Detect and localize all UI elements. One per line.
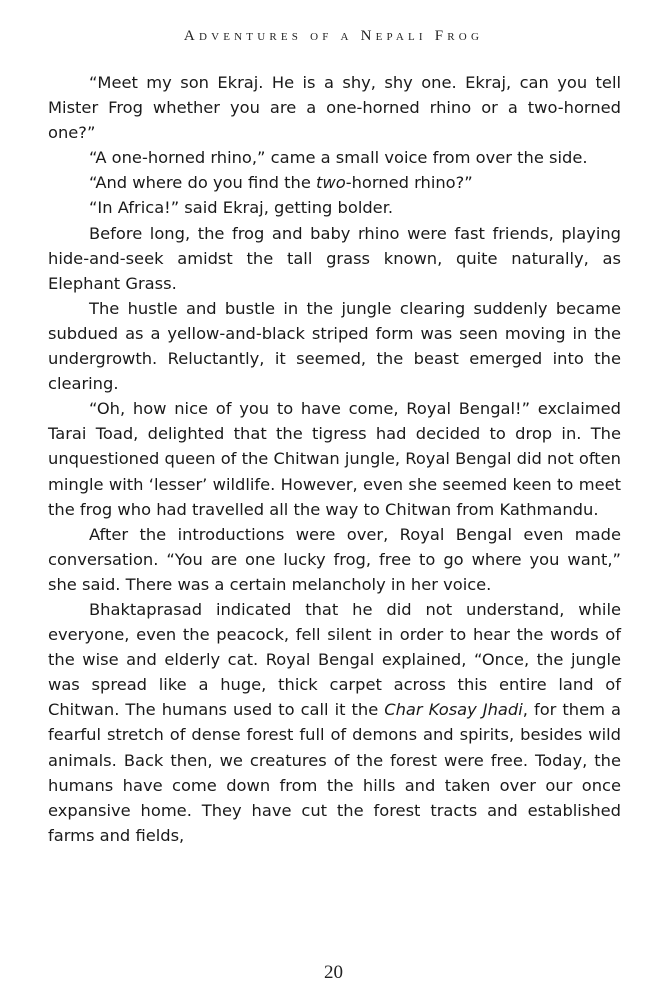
paragraph: After the introductions were over, Royal Bengal even made conversation. “You are one lucky frog, free to go where you want,” she said. There was a certain melancholy in her voice. (48, 524, 621, 594)
paragraph-text: , for them a fearful stretch of dense forest full of demons and spirits, besides wild animals. Back then, we creatures of the forest were free. Today, the humans have come down from the hills and taken over our once expansive home. They have cut the forest tracts and established farms and fields, (48, 700, 621, 845)
running-head: Adventures of a Nepali Frog (183, 28, 484, 44)
paragraph: “In Africa!” said Ekraj, getting bolder. (89, 198, 394, 218)
paragraph (48, 597, 621, 848)
paragraph-text: Bhaktaprasad indicated that he did not understand, while everyone, even the peacock, fell silent in order to hear the words of the wise and elderly cat. Royal Bengal explained, “Once, the jungle was spread like a huge, thick carpet across this entire land of Chitwan. The humans used to call it the (48, 599, 621, 720)
page-number: 20 (324, 962, 343, 983)
paragraph: The hustle and bustle in the jungle clearing suddenly became subdued as a yellow-and-black striped form was seen moving in the undergrowth. Reluctantly, it seemed, the beast emerged into the clearing. (48, 298, 621, 394)
body-text (48, 70, 621, 848)
italic-emphasis: two (316, 173, 346, 193)
paragraph: “A one-horned rhino,” came a small voice from over the side. (89, 148, 588, 168)
italic-term: Char Kosay Jhadi (384, 700, 523, 720)
paragraph: Before long, the frog and baby rhino were fast friends, playing hide-and-seek amidst the tall grass known, quite naturally, as Elephant Grass. (48, 223, 621, 293)
paragraph-text: “And where do you find the (89, 173, 317, 193)
paragraph: “Oh, how nice of you to have come, Royal Bengal!” exclaimed Tarai Toad, delighted that the tigress had decided to drop in. The unquestioned queen of the Chitwan jungle, Royal Bengal did not often mingle with ‘lesser’ wildlife. However, even she seemed keen to meet the frog who had travelled all the way to Chitwan from Kathmandu. (48, 399, 621, 519)
paragraph: “Meet my son Ekraj. He is a shy, shy one. Ekraj, can you tell Mister Frog whether you are a one-horned rhino or a two-horned one?” (48, 73, 621, 143)
paragraph (48, 170, 621, 195)
paragraph-text: -horned rhino?” (345, 173, 473, 193)
